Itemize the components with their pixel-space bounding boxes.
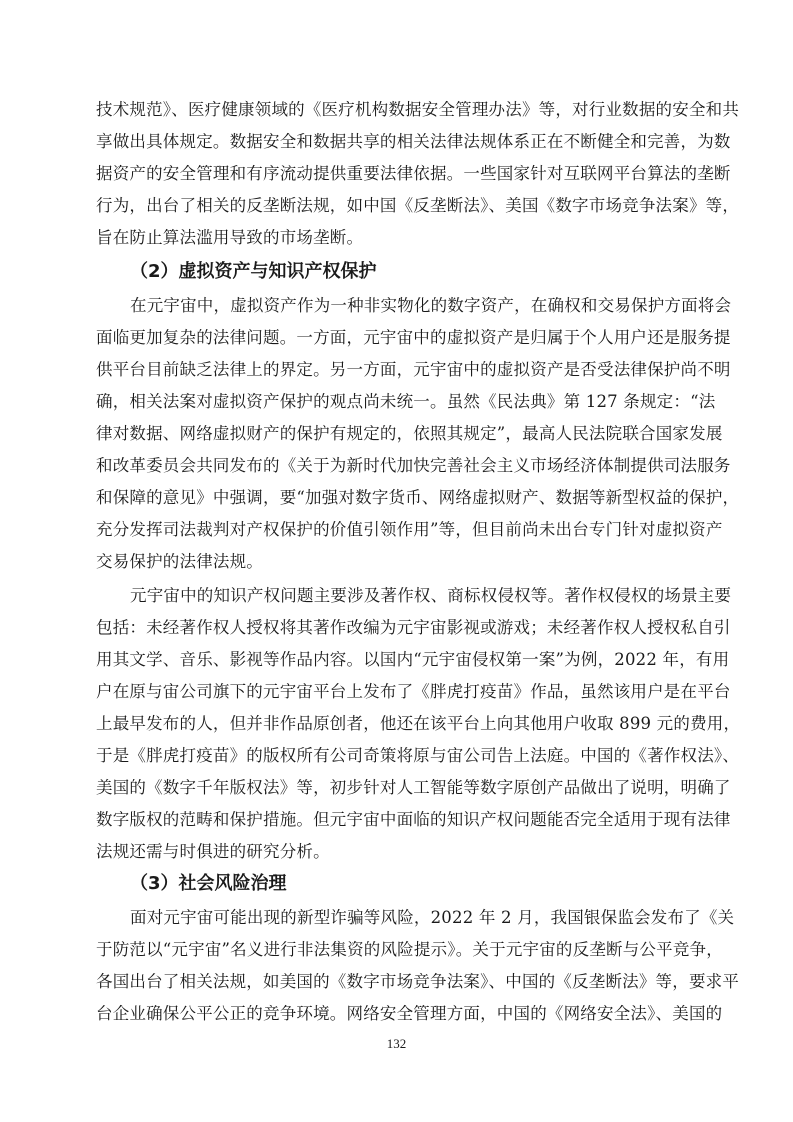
paragraph-line: 法规还需与时俱进的研究分析。 bbox=[96, 842, 330, 861]
paragraph-line: 交易保护的法律法规。 bbox=[96, 552, 263, 571]
paragraph-line: 据资产的安全管理和有序流动提供重要法律依据。一些国家针对互联网平台算法的垄断 bbox=[96, 164, 731, 183]
paragraph-line: 面对元宇宙可能出现的新型诈骗等风险，2022 年 2 月，我国银保监会发布了《关 bbox=[130, 908, 735, 927]
paragraph-line: 美国的《数字千年版权法》等，初步针对人工智能等数字原创产品做出了说明，明确了 bbox=[96, 778, 731, 797]
paragraph-line: 供平台目前缺乏法律上的界定。另一方面，元宇宙中的虚拟资产是否受法律保护尚不明 bbox=[96, 360, 731, 379]
paragraph-line: 于是《胖虎打疫苗》的版权所有公司奇策将原与宙公司告上法庭。中国的《著作权法》、 bbox=[96, 746, 740, 765]
paragraph-line: 在元宇宙中，虚拟资产作为一种非实物化的数字资产，在确权和交易保护方面将会 bbox=[130, 296, 732, 315]
paragraph-line: 面临更加复杂的法律问题。一方面，元宇宙中的虚拟资产是归属于个人用户还是服务提 bbox=[96, 328, 731, 347]
paragraph-line: 旨在防止算法滥用导致的市场垄断。 bbox=[96, 228, 364, 247]
paragraph-line: 包括：未经著作权人授权将其著作改编为元宇宙影视或游戏；未经著作权人授权私自引 bbox=[96, 618, 731, 637]
paragraph-line: 于防范以“元宇宙”名义进行非法集资的风险提示》。关于元宇宙的反垄断与公平竞争， bbox=[96, 940, 723, 959]
paragraph-line: 技术规范》、医疗健康领域的《医疗机构数据安全管理办法》等，对行业数据的安全和共 bbox=[96, 100, 740, 119]
paragraph-line: 确，相关法案对虚拟资产保护的观点尚未统一。虽然《民法典》第 127 条规定：“法 bbox=[96, 392, 716, 411]
paragraph-line: 和改革委员会共同发布的《关于为新时代加快完善社会主义市场经济体制提供司法服务 bbox=[96, 456, 731, 475]
paragraph-line: 元宇宙中的知识产权问题主要涉及著作权、商标权侵权等。著作权侵权的场景主要 bbox=[130, 586, 732, 605]
paragraph-line: 充分发挥司法裁判对产权保护的价值引领作用”等，但目前尚未出台专门针对虚拟资产 bbox=[96, 520, 723, 539]
section-heading: （3）社会风险治理 bbox=[130, 873, 287, 894]
paragraph-line: 数字版权的范畴和保护措施。但元宇宙中面临的知识产权问题能否完全适用于现有法律 bbox=[96, 810, 731, 829]
paragraph-line: 户在原与宙公司旗下的元宇宙平台上发布了《胖虎打疫苗》作品，虽然该用户是在平台 bbox=[96, 682, 731, 701]
paragraph-line: 台企业确保公平公正的竞争环境。网络安全管理方面，中国的《网络安全法》、美国的 bbox=[96, 1004, 723, 1023]
page-number: 132 bbox=[386, 1036, 407, 1051]
paragraph-line: 上最早发布的人，但并非作品原创者，他还在该平台上向其他用户收取 899 元的费用， bbox=[96, 714, 741, 733]
paragraph-line: 律对数据、网络虚拟财产的保护有规定的，依照其规定”，最高人民法院联合国家发展 bbox=[96, 424, 723, 443]
paragraph-line: 和保障的意见》中强调，要“加强对数字货币、网络虚拟财产、数据等新型权益的保护， bbox=[96, 488, 740, 507]
paragraph-line: 各国出台了相关法规，如美国的《数字市场竞争法案》、中国的《反垄断法》等，要求平 bbox=[96, 972, 740, 991]
paragraph-line: 行为，出台了相关的反垄断法规，如中国《反垄断法》、美国《数字市场竞争法案》等， bbox=[96, 196, 740, 215]
section-heading: （2）虚拟资产与知识产权保护 bbox=[130, 261, 377, 282]
paragraph-line: 用其文学、音乐、影视等作品内容。以国内“元宇宙侵权第一案”为例，2022 年，有用 bbox=[96, 650, 730, 669]
paragraph-line: 享做出具体规定。数据安全和数据共享的相关法律法规体系正在不断健全和完善，为数 bbox=[96, 132, 731, 151]
